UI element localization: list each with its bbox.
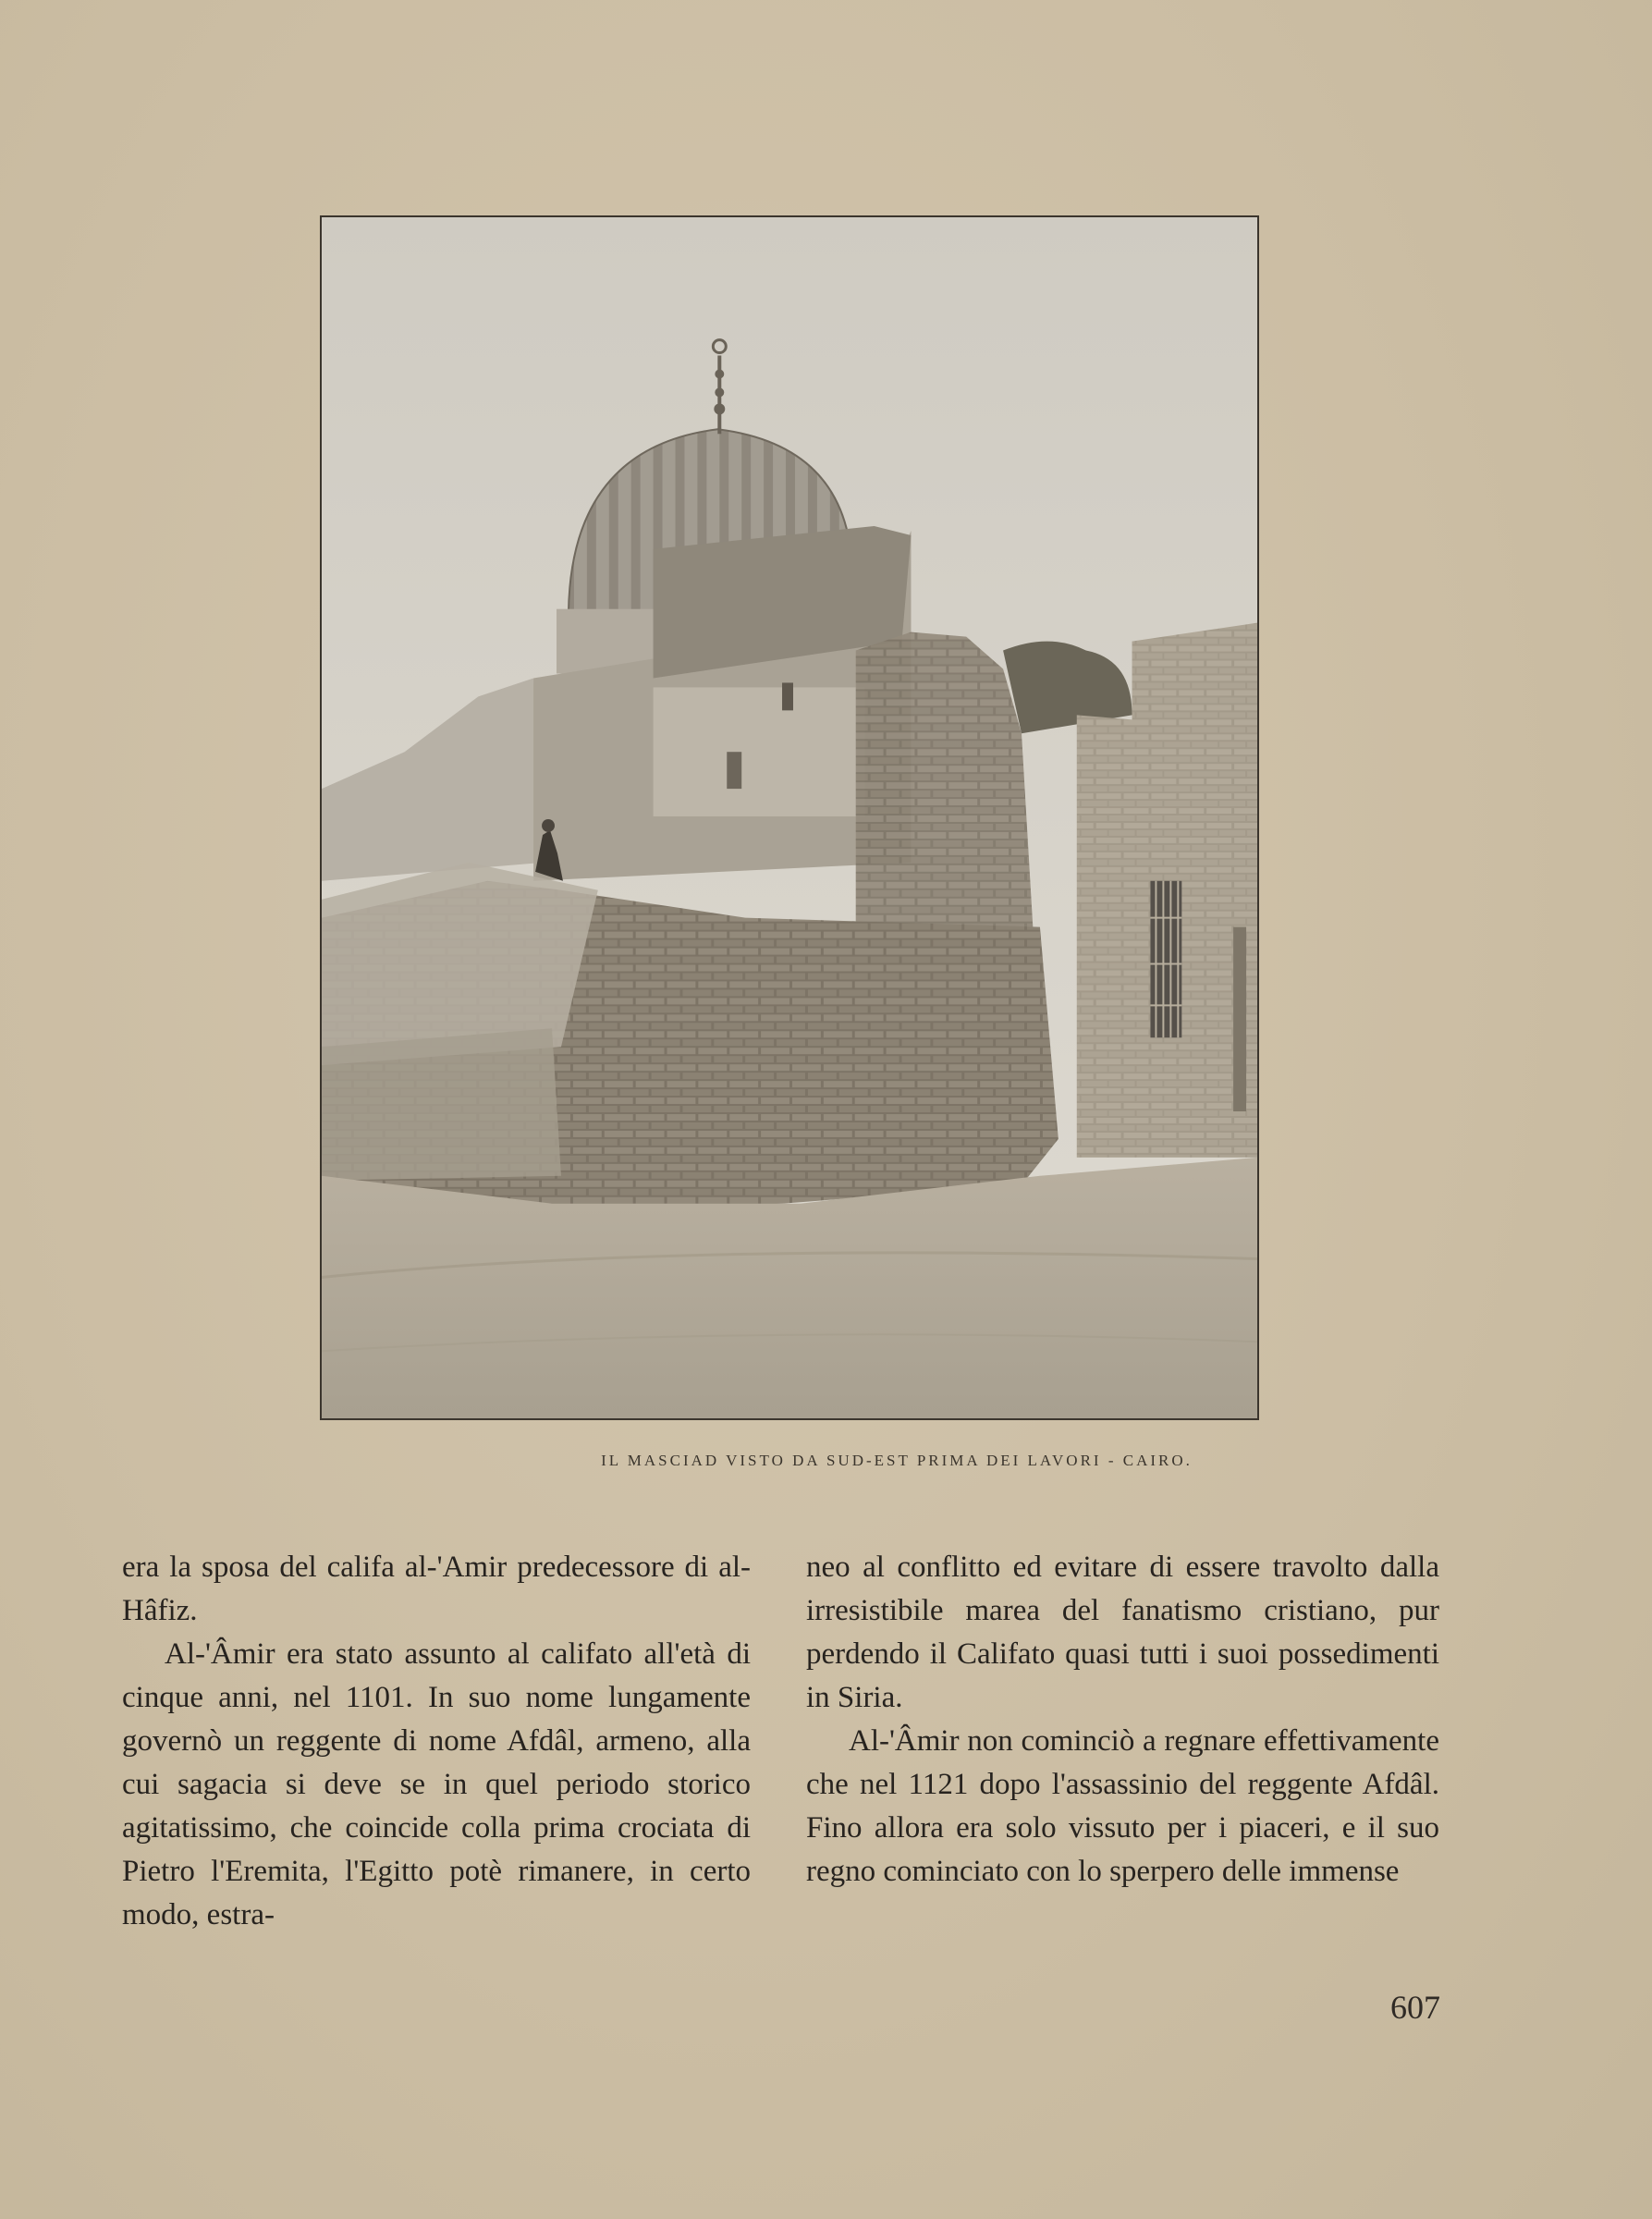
text-column-left <box>122 1546 751 1937</box>
photograph-plate <box>320 215 1259 1420</box>
paragraph: era la sposa del califa al-'Amir predecessore di al-Hâfiz. <box>122 1551 751 1627</box>
paragraph: Al-'Âmir non cominciò a regnare effettivamente che nel 1121 dopo l'assassinio del reggente Afdâl. Fino allora era solo vissuto per i piaceri, e il suo regno cominciato con lo sperpero delle immense <box>806 1724 1439 1888</box>
text-column-right <box>806 1546 1439 1894</box>
photograph-mosque-image <box>322 217 1257 1418</box>
paragraph: neo al conflitto ed evitare di essere travolto dalla irresistibile marea del fanatismo cristiano, pur perdendo il Califato quasi tutti i suoi possedimenti in Siria. <box>806 1551 1439 1714</box>
paragraph: Al-'Âmir era stato assunto al califato all'età di cinque anni, nel 1101. In suo nome lungamente governò un reggente di nome Afdâl, armeno, alla cui sagacia si deve se in quel periodo storico agitatissimo, che coincide colla prima crociata di Pietro l'Eremita, l'Egitto potè rimanere, in certo modo, estra- <box>122 1637 751 1931</box>
page-number: 607 <box>1390 1989 1440 2026</box>
photo-caption: IL MASCIAD VISTO DA SUD-EST PRIMA DEI LAVORI - CAIRO. <box>601 1452 1193 1469</box>
